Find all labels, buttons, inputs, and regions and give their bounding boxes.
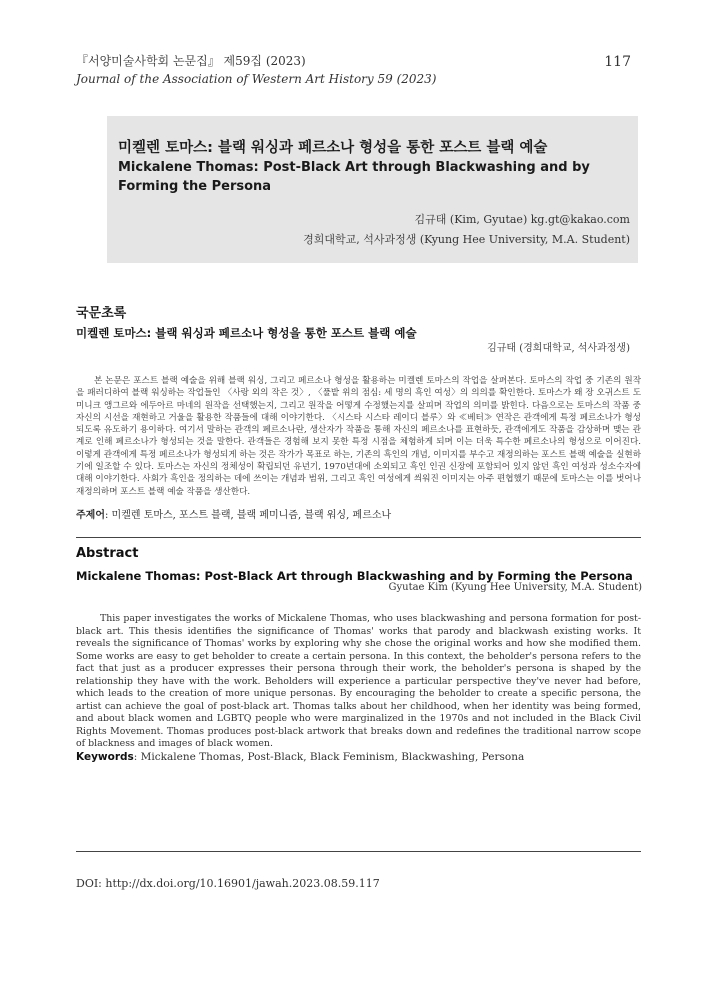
korean-abstract-paragraph: 본 논문은 포스트 블랙 예술을 위해 블랙 워싱, 그리고 페르소나 형성을 활용하는 미켈렌 토마스의 작업을 살펴본다. 토마스의 작업 중 기존의 원작을 패러디하여 블랙 워싱하는 작업들인 〈사랑 외의 작은 것〉, 〈풀밭 위의 점심: 세 명의 흑인 여성〉의 의의를 확인한다. 토마스가 왜 장 오귀스트 도미니크 앵그르와 에두아르 마네의 원작을 선택했는지, 그리고 원작을 어떻게 수정했는지를 살피며 작업의 의미를 밝힌다. 다음으로는 토마스의 작품 중 자신의 시선을 재현하고 거울을 활용한 작품들에 대해 이야기한다. 〈시스타 시스타 레이디 블루〉와 ≪베터≫ 연작은 관객에게 특정 페르소나가 형성되도록 유도하기 용이하다. 여기서 말하는 관객의 페르소나란, 생산자가 작품을 통해 자신의 페르소나를 표현하듯, 관객에게도 작품을 감상하며 맺는 관계로 인해 페르소나가 형성되는 것을 말한다. 관객들은 경험해 보지 못한 특정 시점을 체험하게 되며 이는 더욱 특수한 페르소나의 형성으로 이어진다. 이렇게 관객에게 특정 페르소나가 형성되게 하는 것은 작가가 목표로 하는, 기존의 흑인의 개념, 이미지를 부수고 재정의하는 포스트 블랙 예술을 실현하기에 일조할 수 있다. 토마스는 자신의 정체성이 확립되던 유년기, 1970년대에 소외되고 흑인 인권 신장에 포함되어 있지 않던 흑인 여성과 성소수자에 대해 이야기한다. 사회가 흑인을 정의하는 데에 쓰이는 개념과 범위, 그리고 흑인 여성에게 씌워진 이미지는 아주 편협했기 때문에 토마스는 이를 벗어나 재정의하며 포스트 블랙 예술 작품을 생산한다. (76, 376, 641, 497)
author-line: 김규태 (Kim, Gyutae) kg.gt@kakao.com (414, 213, 630, 226)
korean-keywords-label: 주제어 (76, 510, 105, 521)
article-title-korean: 미켈렌 토마스: 블랙 워싱과 페르소나 형성을 통한 포스트 블랙 예술 (118, 140, 548, 156)
korean-keywords-list: : 미켈렌 토마스, 포스트 블랙, 블랙 페미니즘, 블랙 워싱, 페르소나 (104, 510, 392, 521)
english-keywords (76, 751, 524, 763)
korean-abstract-heading: 국문초록 (76, 306, 127, 321)
journal-title-english: Journal of the Association of Western Art History 59 (2023) (76, 72, 437, 86)
korean-abstract-title: 미켈렌 토마스: 블랙 워싱과 페르소나 형성을 통한 포스트 블랙 예술 (76, 326, 417, 340)
section-divider (76, 537, 641, 538)
footer-divider (76, 851, 641, 852)
affiliation-line: 경희대학교, 석사과정생 (Kyung Hee University, M.A. Student) (303, 233, 630, 246)
english-abstract-title: Mickalene Thomas: Post-Black Art through Blackwashing and by Forming the Persona (76, 569, 633, 583)
english-abstract-body (76, 613, 641, 751)
english-abstract-paragraph: This paper investigates the works of Mickalene Thomas, who uses blackwashing and persona formation for post-black art. This thesis identifies the significance of Thomas' works that parody and blackwash existing works. It reveals the significance of Thomas' works by exploring why she chose the original works and how she modified them. Some works are easy to get beholder to create a certain persona. In this context, the beholder's persona refers to the fact that just as a producer expresses their persona through their work, the beholder's persona is shaped by the relationship they have with the work. Beholders will experience a particular perspective they've never had before, which leads to the creation of more unique personas. By encouraging the beholder to create a specific persona, the artist can achieve the goal of post-black art. Thomas talks about her childhood, when her identity was being formed, and about black women and LGBTQ people who were marginalized in the 1970s and not included in the Black Civil Rights Movement. Thomas produces post-black artwork that breaks down and redefines the traditional narrow scope of blackness and images of black women. (76, 613, 641, 749)
english-abstract-author: Gyutae Kim (Kyung Hee University, M.A. Student) (388, 582, 642, 593)
journal-title-korean: 『서양미술사학회 논문집』 제59집 (2023) (76, 54, 306, 68)
doi-link[interactable]: DOI: http://dx.doi.org/10.16901/jawah.2023.08.59.117 (76, 877, 380, 890)
english-abstract-heading: Abstract (76, 546, 139, 561)
korean-keywords (76, 506, 391, 521)
korean-abstract-author: 김규태 (경희대학교, 석사과정생) (487, 343, 630, 354)
english-keywords-list: : Mickalene Thomas, Post-Black, Black Feminism, Blackwashing, Persona (133, 751, 525, 763)
page-number: 117 (604, 54, 631, 70)
english-keywords-label: Keywords (76, 751, 134, 763)
korean-abstract-body (76, 375, 641, 498)
article-title-english: Mickalene Thomas: Post-Black Art through Blackwashing and by Forming the Persona (118, 160, 590, 194)
